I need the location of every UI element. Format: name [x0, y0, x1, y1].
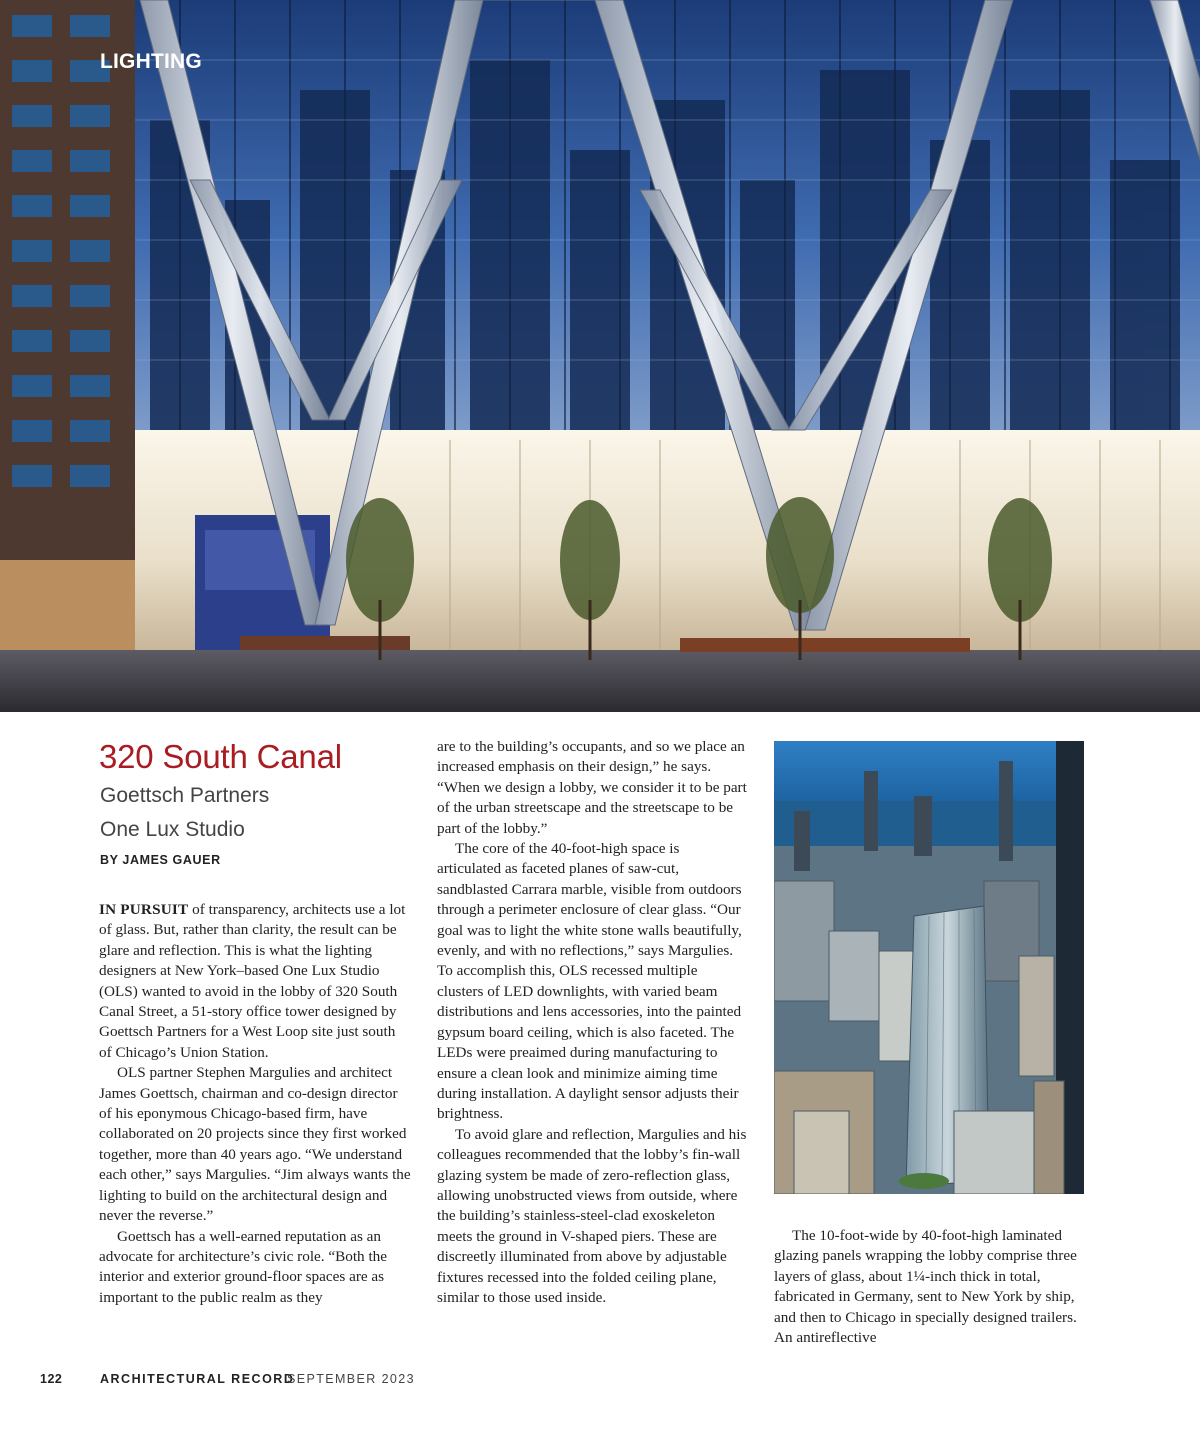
byline: BY JAMES GAUER [100, 853, 221, 867]
aerial-photo [774, 741, 1084, 1194]
paragraph: Goettsch has a well-earned reputation as an advocate for architecture’s civic role. “Both the interior and exterior ground-floor spaces are as important to the public realm as they [99, 1227, 388, 1306]
body-column-3 [774, 1226, 1086, 1348]
tower-facade-illustration [0, 0, 1200, 712]
paragraph [99, 900, 411, 1063]
architect-credit: Goettsch Partners [100, 784, 270, 807]
article-title: 320 South Canal [99, 738, 342, 775]
body-column-1 [99, 900, 411, 1308]
page-number: 122 [40, 1372, 63, 1386]
paragraph: To avoid glare and reflection, Margulies and his colleagues recommended that the lobby’s fin-wall glazing system be made of zero-reflection glass, allowing unobstructed views from outside, where the building’s stainless-steel-clad exoskeleton meets the ground in V-shaped piers. These are discreetly illuminated from above by adjustable fixtures recessed into the folded ceiling plane, similar to those used inside. [437, 1125, 747, 1306]
issue-date: SEPTEMBER 2023 [287, 1372, 415, 1386]
paragraph: OLS partner Stephen Margulies and architect James Goettsch, chairman and co-design director of his eponymous Chicago-based firm, have collaborated on 20 projects since they first worked together, more than 40 years ago. “We understand each other,” says Margulies. “Jim always wants the lighting to build on the architectural design and never the reverse.” [99, 1064, 411, 1225]
lighting-designer-credit: One Lux Studio [100, 818, 245, 841]
body-column-2 [437, 737, 747, 1308]
aerial-skyline-illustration [774, 741, 1084, 1194]
hero-photo [0, 0, 1200, 712]
section-label: LIGHTING [100, 50, 202, 73]
paragraph-text: of transparency, architects use a lot of glass. But, rather than clarity, the result can be glare and reflection. This is what the lighting designers at New York–based One Lux Studio (OLS) wanted to avoid in the lobby of 320 South Canal Street, a 51-story office tower designed by Goettsch Partners for a West Loop site just south of Chicago’s Union Station. [99, 901, 406, 1061]
magazine-name: ARCHITECTURAL RECORD [100, 1372, 295, 1386]
lead-in: IN PURSUIT [99, 901, 189, 918]
paragraph: The 10-foot-wide by 40-foot-high laminated glazing panels wrapping the lobby comprise three layers of glass, about 1¼-inch thick in total, fabricated in Germany, sent to New York by ship, and then to Chicago in specially designed trailers. An antireflective [774, 1227, 1077, 1347]
paragraph: The core of the 40-foot-high space is articulated as faceted planes of saw-cut, sandblasted Carrara marble, visible from outdoors through a perimeter enclosure of clear glass. “Our goal was to light the white stone walls beautifully, evenly, and with no reflections,” says Margulies. To accomplish this, OLS recessed multiple clusters of LED downlights, with varied beam distributions and lens accessories, into the painted gypsum board ceiling, which is also faceted. The LEDs were preaimed during manufacturing to ensure a clean look and minimize aiming time during installation. A daylight sensor adjusts their brightness. [437, 840, 742, 1123]
paragraph: are to the building’s occupants, and so we place an increased emphasis on their design,” he says. “When we design a lobby, we consider it to be part of the urban streetscape and the streetscape to be part of the lobby.” [437, 738, 747, 837]
